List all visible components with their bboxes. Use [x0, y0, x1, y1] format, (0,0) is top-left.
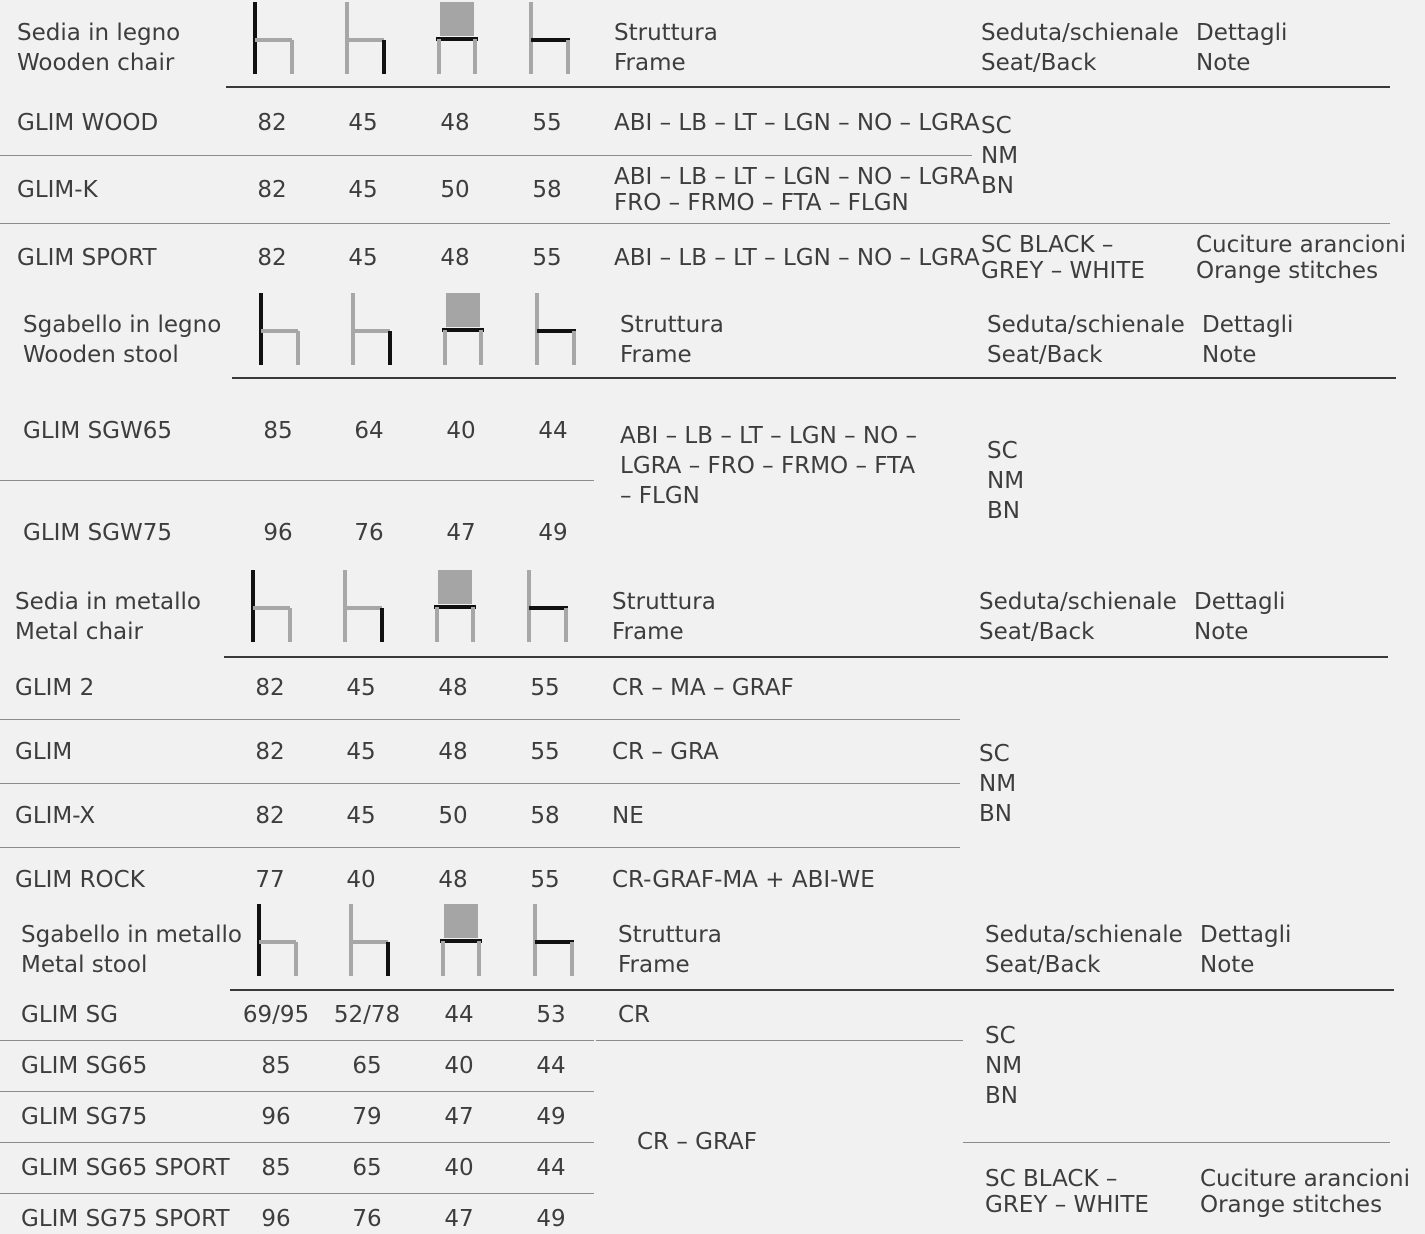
width-icon	[434, 570, 478, 648]
product-name: GLIM SG75 SPORT	[21, 1206, 230, 1232]
frame-code: ABI – LB – LT – LGN – NO – LGRA	[614, 110, 980, 136]
header-seat-it: Seduta/schienale	[979, 589, 1177, 615]
seat-option: SC BLACK –	[985, 1166, 1118, 1192]
section-title-it: Sedia in metallo	[15, 589, 201, 615]
dimension-value: 82	[255, 675, 285, 701]
row-rule	[0, 155, 972, 156]
product-name: GLIM SG	[21, 1002, 118, 1028]
dimension-value: 82	[257, 110, 287, 136]
dimension-value: 79	[352, 1104, 382, 1130]
frame-code: CR – GRAF	[637, 1129, 757, 1155]
seat-option: GREY – WHITE	[985, 1192, 1149, 1218]
product-name: GLIM 2	[15, 675, 95, 701]
product-name: GLIM SG65	[21, 1053, 148, 1079]
frame-code: – FLGN	[620, 483, 700, 509]
frame-code: CR-GRAF-MA + ABI-WE	[612, 867, 875, 893]
header-rule	[230, 989, 1394, 991]
row-rule	[0, 783, 960, 784]
dimension-value: 48	[440, 110, 470, 136]
header-seat-en: Seat/Back	[985, 952, 1101, 978]
frame-code: LGRA – FRO – FRMO – FTA	[620, 453, 916, 479]
frame-code: ABI – LB – LT – LGN – NO – LGRA	[614, 245, 980, 271]
dimension-value: 96	[261, 1104, 291, 1130]
dimension-value: 40	[444, 1053, 474, 1079]
seat-option: BN	[985, 1083, 1018, 1109]
header-details-en: Note	[1200, 952, 1255, 978]
row-rule	[963, 1142, 1390, 1143]
dimension-value: 48	[438, 739, 468, 765]
section-title-en: Metal stool	[21, 952, 148, 978]
dimension-value: 96	[261, 1206, 291, 1232]
seat-height-icon	[342, 570, 386, 648]
header-rule	[226, 86, 1390, 88]
frame-code: ABI – LB – LT – LGN – NO – LGRA	[614, 164, 980, 190]
header-structure-it: Struttura	[620, 312, 724, 338]
dimension-value: 69/95	[242, 1002, 310, 1028]
header-details-it: Dettagli	[1200, 922, 1292, 948]
product-name: GLIM WOOD	[17, 110, 159, 136]
dimension-value: 55	[530, 867, 560, 893]
header-rule	[232, 377, 1396, 379]
product-name: GLIM-K	[17, 177, 98, 203]
width-icon	[440, 904, 484, 982]
chair-height-icon	[258, 293, 302, 371]
section-1	[0, 0, 1425, 287]
row-rule	[0, 480, 594, 481]
section-title-en: Wooden stool	[23, 342, 179, 368]
seat-option: NM	[979, 771, 1017, 797]
dimension-value: 47	[446, 520, 476, 546]
detail-note: Cuciture arancioni	[1196, 232, 1406, 258]
dimension-value: 76	[352, 1206, 382, 1232]
depth-icon	[528, 2, 572, 80]
dimension-value: 45	[346, 803, 376, 829]
header-seat-it: Seduta/schienale	[987, 312, 1185, 338]
seat-height-icon	[350, 293, 394, 371]
section-title-it: Sedia in legno	[17, 20, 181, 46]
width-icon	[436, 2, 480, 80]
seat-option: BN	[981, 173, 1014, 199]
header-rule	[224, 656, 1388, 658]
header-seat-en: Seat/Back	[987, 342, 1103, 368]
product-name: GLIM SPORT	[17, 245, 157, 271]
row-rule	[596, 1040, 963, 1041]
dimension-value: 45	[348, 110, 378, 136]
dimension-value: 45	[348, 245, 378, 271]
chair-height-icon	[250, 570, 294, 648]
dimension-value: 48	[440, 245, 470, 271]
dimension-value: 44	[536, 1053, 566, 1079]
section-title-en: Metal chair	[15, 619, 143, 645]
header-details-it: Dettagli	[1194, 589, 1286, 615]
row-rule	[0, 1193, 594, 1194]
dimension-value: 45	[346, 675, 376, 701]
width-icon	[442, 293, 486, 371]
depth-icon	[526, 570, 570, 648]
dimension-value: 44	[536, 1155, 566, 1181]
section-title-it: Sgabello in metallo	[21, 922, 243, 948]
seat-option: NM	[987, 468, 1025, 494]
product-name: GLIM SGW65	[23, 418, 173, 444]
dimension-value: 48	[438, 867, 468, 893]
frame-code: NE	[612, 803, 644, 829]
section-4	[0, 897, 1425, 1233]
section-3	[0, 567, 1425, 897]
dimension-value: 85	[261, 1155, 291, 1181]
dimension-value: 47	[444, 1206, 474, 1232]
dimension-value: 44	[538, 418, 568, 444]
header-structure-en: Frame	[620, 342, 692, 368]
dimension-value: 49	[536, 1206, 566, 1232]
dimension-value: 82	[257, 245, 287, 271]
dimension-value: 82	[255, 739, 285, 765]
seat-height-icon	[344, 2, 388, 80]
seat-option: SC	[979, 741, 1010, 767]
header-structure-it: Struttura	[614, 20, 718, 46]
dimension-value: 55	[532, 110, 562, 136]
product-name: GLIM ROCK	[15, 867, 145, 893]
seat-option: SC	[987, 438, 1018, 464]
dimension-value: 55	[532, 245, 562, 271]
row-rule	[0, 1091, 594, 1092]
row-rule	[0, 847, 960, 848]
dimension-value: 52/78	[333, 1002, 401, 1028]
dimension-value: 58	[530, 803, 560, 829]
header-structure-en: Frame	[614, 50, 686, 76]
header-structure-it: Struttura	[612, 589, 716, 615]
dimension-value: 47	[444, 1104, 474, 1130]
dimension-value: 40	[444, 1155, 474, 1181]
detail-note: Orange stitches	[1200, 1192, 1383, 1218]
seat-option: SC BLACK –	[981, 232, 1114, 258]
seat-option: SC	[981, 113, 1012, 139]
dimension-value: 50	[438, 803, 468, 829]
dimension-value: 49	[538, 520, 568, 546]
seat-option: GREY – WHITE	[981, 258, 1145, 284]
dimension-value: 65	[352, 1053, 382, 1079]
header-seat-en: Seat/Back	[981, 50, 1097, 76]
header-seat-en: Seat/Back	[979, 619, 1095, 645]
dimension-value: 45	[346, 739, 376, 765]
product-name: GLIM-X	[15, 803, 96, 829]
frame-code: CR – GRA	[612, 739, 719, 765]
header-details-en: Note	[1194, 619, 1249, 645]
dimension-value: 82	[255, 803, 285, 829]
seat-option: NM	[985, 1053, 1023, 1079]
frame-code: CR – MA – GRAF	[612, 675, 794, 701]
dimension-value: 64	[354, 418, 384, 444]
dimension-value: 55	[530, 739, 560, 765]
row-rule	[0, 1142, 594, 1143]
chair-height-icon	[252, 2, 296, 80]
product-name: GLIM	[15, 739, 73, 765]
header-seat-it: Seduta/schienale	[985, 922, 1183, 948]
product-name: GLIM SG65 SPORT	[21, 1155, 230, 1181]
product-name: GLIM SG75	[21, 1104, 148, 1130]
dimension-value: 96	[263, 520, 293, 546]
frame-code: CR	[618, 1002, 651, 1028]
dimension-value: 49	[536, 1104, 566, 1130]
dimension-value: 82	[257, 177, 287, 203]
dimension-value: 55	[530, 675, 560, 701]
section-title-en: Wooden chair	[17, 50, 175, 76]
depth-icon	[532, 904, 576, 982]
dimension-value: 85	[263, 418, 293, 444]
header-details-en: Note	[1202, 342, 1257, 368]
chair-height-icon	[256, 904, 300, 982]
dimension-value: 40	[446, 418, 476, 444]
dimension-value: 77	[255, 867, 285, 893]
row-rule	[0, 719, 960, 720]
header-details-it: Dettagli	[1202, 312, 1294, 338]
seat-option: SC	[985, 1023, 1016, 1049]
header-structure-en: Frame	[618, 952, 690, 978]
seat-height-icon	[348, 904, 392, 982]
header-seat-it: Seduta/schienale	[981, 20, 1179, 46]
seat-option: BN	[987, 498, 1020, 524]
detail-note: Orange stitches	[1196, 258, 1379, 284]
row-rule	[0, 223, 1390, 224]
header-details-en: Note	[1196, 50, 1251, 76]
dimension-value: 48	[438, 675, 468, 701]
product-name: GLIM SGW75	[23, 520, 173, 546]
frame-code: FRO – FRMO – FTA – FLGN	[614, 190, 909, 216]
dimension-value: 44	[444, 1002, 474, 1028]
dimension-value: 65	[352, 1155, 382, 1181]
dimension-value: 50	[440, 177, 470, 203]
section-title-it: Sgabello in legno	[23, 312, 222, 338]
header-structure-it: Struttura	[618, 922, 722, 948]
dimension-value: 53	[536, 1002, 566, 1028]
dimension-value: 58	[532, 177, 562, 203]
frame-code: ABI – LB – LT – LGN – NO –	[620, 423, 918, 449]
header-details-it: Dettagli	[1196, 20, 1288, 46]
dimension-value: 40	[346, 867, 376, 893]
section-2	[0, 287, 1425, 567]
depth-icon	[534, 293, 578, 371]
header-structure-en: Frame	[612, 619, 684, 645]
seat-option: BN	[979, 801, 1012, 827]
dimension-value: 76	[354, 520, 384, 546]
detail-note: Cuciture arancioni	[1200, 1166, 1410, 1192]
seat-option: NM	[981, 143, 1019, 169]
row-rule	[0, 1040, 594, 1041]
dimension-value: 85	[261, 1053, 291, 1079]
dimension-value: 45	[348, 177, 378, 203]
